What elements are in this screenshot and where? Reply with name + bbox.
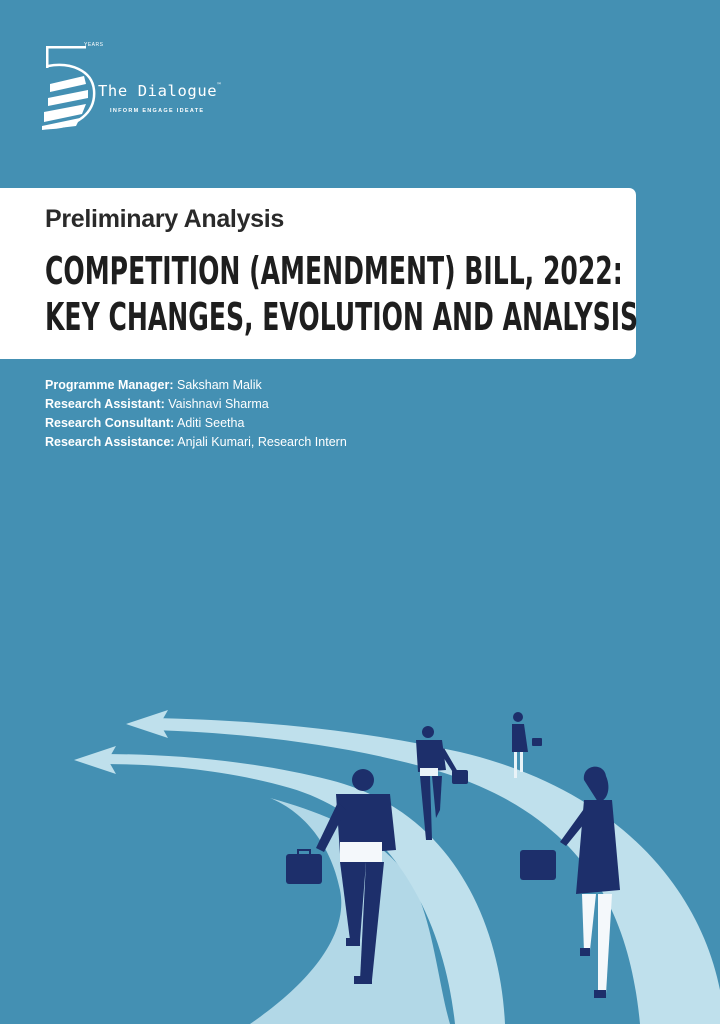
- credit-role: Programme Manager:: [45, 378, 174, 392]
- credit-role: Research Consultant:: [45, 416, 175, 430]
- document-title: [45, 248, 639, 340]
- credit-row: [45, 414, 347, 433]
- trademark-symbol: ™: [217, 82, 222, 89]
- credit-row: [45, 395, 347, 414]
- the-dialogue-logo[interactable]: [40, 40, 250, 140]
- credit-person: Anjali Kumari, Research Intern: [174, 435, 347, 449]
- logo-wordmark: [98, 82, 221, 100]
- credit-person: Vaishnavi Sharma: [164, 397, 269, 411]
- credit-row: [45, 376, 347, 395]
- credit-person: Aditi Seetha: [174, 416, 245, 430]
- credit-role: Research Assistance:: [45, 435, 175, 449]
- five-years-logo-icon: [40, 40, 104, 132]
- title-card: [0, 188, 639, 359]
- document-title-line-1: COMPETITION (AMENDMENT) BILL, 2022:: [45, 249, 623, 293]
- credit-role: Research Assistant:: [45, 397, 165, 411]
- logo-tagline: INFORM ENGAGE IDEATE: [110, 108, 205, 114]
- logo-name-text: The Dialogue: [98, 82, 218, 100]
- document-eyebrow: Preliminary Analysis: [45, 205, 285, 233]
- credit-row: [45, 433, 347, 452]
- credit-person: Saksham Malik: [173, 378, 262, 392]
- runner-man-far-icon: [416, 726, 468, 840]
- runner-woman-far-icon: [512, 712, 542, 778]
- logo-years-label: YEARS: [84, 42, 104, 48]
- credits-list: [45, 376, 347, 452]
- cover-illustration: [0, 690, 720, 1024]
- document-title-line-2: KEY CHANGES, EVOLUTION AND ANALYSIS: [45, 295, 639, 339]
